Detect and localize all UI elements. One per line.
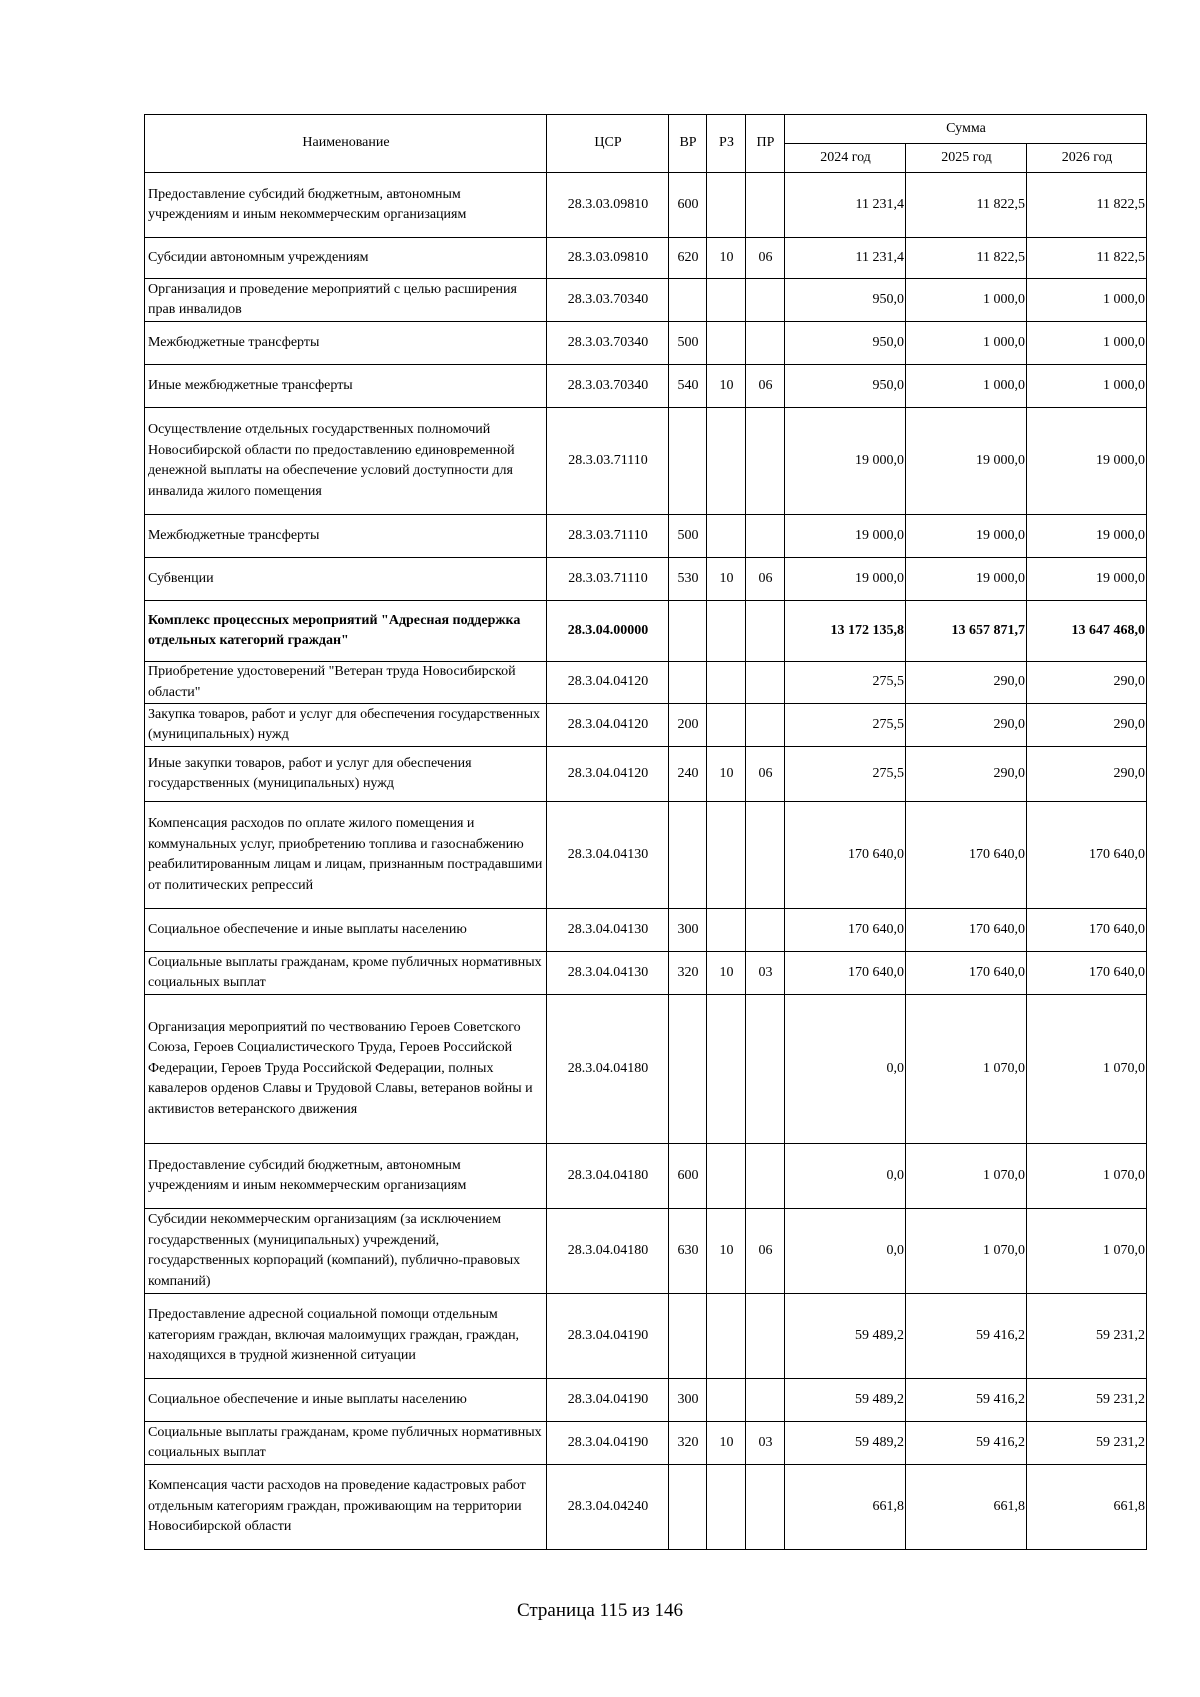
cell-pr: 06 bbox=[746, 747, 785, 802]
page-number: Страница 115 из 146 bbox=[516, 1600, 684, 1621]
header-pr: ПР bbox=[746, 115, 785, 173]
cell-pr: 06 bbox=[746, 558, 785, 601]
cell-rz bbox=[707, 1379, 746, 1422]
cell-csr: 28.3.04.04120 bbox=[547, 662, 669, 704]
cell-sum-2025: 1 000,0 bbox=[906, 322, 1027, 365]
cell-name: Предоставление субсидий бюджетным, автономным учреждениям и иным некоммерческим организациям bbox=[145, 173, 547, 238]
cell-pr bbox=[746, 173, 785, 238]
cell-sum-2026: 19 000,0 bbox=[1027, 558, 1147, 601]
cell-rz: 10 bbox=[707, 747, 746, 802]
table-row bbox=[145, 322, 1147, 365]
cell-sum-2024: 0,0 bbox=[785, 1209, 906, 1294]
cell-sum-2024: 59 489,2 bbox=[785, 1422, 906, 1465]
cell-sum-2025: 59 416,2 bbox=[906, 1294, 1027, 1379]
cell-sum-2025: 170 640,0 bbox=[906, 802, 1027, 909]
cell-sum-2024: 950,0 bbox=[785, 279, 906, 322]
cell-name: Закупка товаров, работ и услуг для обеспечения государственных (муниципальных) нужд bbox=[145, 704, 547, 747]
cell-sum-2026: 1 070,0 bbox=[1027, 995, 1147, 1144]
cell-name: Субвенции bbox=[145, 558, 547, 601]
cell-csr: 28.3.04.04190 bbox=[547, 1379, 669, 1422]
header-year-2025: 2025 год bbox=[906, 144, 1027, 173]
cell-pr bbox=[746, 1144, 785, 1209]
cell-pr bbox=[746, 408, 785, 515]
cell-vr bbox=[669, 802, 707, 909]
cell-sum-2026: 290,0 bbox=[1027, 662, 1147, 704]
cell-sum-2026: 1 000,0 bbox=[1027, 365, 1147, 408]
table-body bbox=[145, 173, 1147, 1550]
cell-sum-2024: 170 640,0 bbox=[785, 952, 906, 995]
cell-sum-2026: 11 822,5 bbox=[1027, 173, 1147, 238]
header-year-2026: 2026 год bbox=[1027, 144, 1147, 173]
cell-rz: 10 bbox=[707, 1209, 746, 1294]
cell-name: Компенсация расходов по оплате жилого помещения и коммунальных услуг, приобретению топлива и газоснабжению реабилитированным лицам и лицам, признанным пострадавшими от политических репрессий bbox=[145, 802, 547, 909]
cell-vr: 200 bbox=[669, 704, 707, 747]
cell-vr: 600 bbox=[669, 1144, 707, 1209]
header-year-2024: 2024 год bbox=[785, 144, 906, 173]
header-rz: РЗ bbox=[707, 115, 746, 173]
cell-pr bbox=[746, 995, 785, 1144]
cell-pr: 06 bbox=[746, 365, 785, 408]
cell-pr bbox=[746, 802, 785, 909]
cell-sum-2024: 59 489,2 bbox=[785, 1294, 906, 1379]
cell-name: Осуществление отдельных государственных полномочий Новосибирской области по предоставлению единовременной денежной выплаты на обеспечение условий доступности для инвалида жилого помещения bbox=[145, 408, 547, 515]
cell-rz: 10 bbox=[707, 365, 746, 408]
cell-sum-2026: 661,8 bbox=[1027, 1465, 1147, 1550]
table-row bbox=[145, 909, 1147, 952]
cell-name: Социальные выплаты гражданам, кроме публичных нормативных социальных выплат bbox=[145, 1422, 547, 1465]
cell-vr: 530 bbox=[669, 558, 707, 601]
cell-name: Приобретение удостоверений "Ветеран труда Новосибирской области" bbox=[145, 662, 547, 704]
cell-sum-2025: 170 640,0 bbox=[906, 952, 1027, 995]
cell-csr: 28.3.04.04120 bbox=[547, 704, 669, 747]
cell-pr bbox=[746, 1465, 785, 1550]
cell-vr: 600 bbox=[669, 173, 707, 238]
cell-vr bbox=[669, 1294, 707, 1379]
cell-sum-2025: 290,0 bbox=[906, 662, 1027, 704]
budget-table bbox=[144, 114, 1147, 1550]
cell-sum-2024: 19 000,0 bbox=[785, 408, 906, 515]
cell-rz bbox=[707, 909, 746, 952]
cell-vr bbox=[669, 408, 707, 515]
cell-sum-2026: 290,0 bbox=[1027, 704, 1147, 747]
cell-pr bbox=[746, 662, 785, 704]
cell-sum-2024: 0,0 bbox=[785, 1144, 906, 1209]
cell-csr: 28.3.04.00000 bbox=[547, 601, 669, 662]
table-row bbox=[145, 747, 1147, 802]
cell-rz bbox=[707, 802, 746, 909]
table-row bbox=[145, 704, 1147, 747]
cell-sum-2024: 661,8 bbox=[785, 1465, 906, 1550]
cell-sum-2025: 59 416,2 bbox=[906, 1422, 1027, 1465]
cell-sum-2025: 19 000,0 bbox=[906, 558, 1027, 601]
cell-sum-2025: 170 640,0 bbox=[906, 909, 1027, 952]
cell-sum-2024: 275,5 bbox=[785, 662, 906, 704]
table-row bbox=[145, 802, 1147, 909]
cell-vr: 320 bbox=[669, 1422, 707, 1465]
cell-sum-2025: 59 416,2 bbox=[906, 1379, 1027, 1422]
table-row bbox=[145, 365, 1147, 408]
table-row bbox=[145, 995, 1147, 1144]
cell-sum-2025: 1 070,0 bbox=[906, 1144, 1027, 1209]
cell-csr: 28.3.04.04120 bbox=[547, 747, 669, 802]
cell-rz: 10 bbox=[707, 238, 746, 279]
cell-sum-2024: 11 231,4 bbox=[785, 173, 906, 238]
cell-sum-2026: 11 822,5 bbox=[1027, 238, 1147, 279]
cell-sum-2026: 59 231,2 bbox=[1027, 1294, 1147, 1379]
cell-sum-2025: 19 000,0 bbox=[906, 408, 1027, 515]
cell-sum-2026: 19 000,0 bbox=[1027, 515, 1147, 558]
cell-sum-2024: 19 000,0 bbox=[785, 558, 906, 601]
cell-sum-2026: 59 231,2 bbox=[1027, 1379, 1147, 1422]
cell-csr: 28.3.04.04180 bbox=[547, 1209, 669, 1294]
cell-csr: 28.3.03.09810 bbox=[547, 173, 669, 238]
cell-sum-2024: 11 231,4 bbox=[785, 238, 906, 279]
cell-sum-2025: 290,0 bbox=[906, 704, 1027, 747]
cell-sum-2025: 1 000,0 bbox=[906, 365, 1027, 408]
table-row bbox=[145, 238, 1147, 279]
cell-vr: 620 bbox=[669, 238, 707, 279]
cell-rz bbox=[707, 1465, 746, 1550]
cell-name: Социальные выплаты гражданам, кроме публичных нормативных социальных выплат bbox=[145, 952, 547, 995]
cell-csr: 28.3.04.04130 bbox=[547, 909, 669, 952]
table-row bbox=[145, 1294, 1147, 1379]
cell-sum-2024: 0,0 bbox=[785, 995, 906, 1144]
table-row bbox=[145, 1465, 1147, 1550]
cell-sum-2024: 950,0 bbox=[785, 322, 906, 365]
cell-sum-2026: 13 647 468,0 bbox=[1027, 601, 1147, 662]
cell-vr bbox=[669, 995, 707, 1144]
cell-csr: 28.3.04.04180 bbox=[547, 1144, 669, 1209]
cell-name: Социальное обеспечение и иные выплаты населению bbox=[145, 1379, 547, 1422]
cell-csr: 28.3.03.71110 bbox=[547, 558, 669, 601]
cell-name: Компенсация части расходов на проведение кадастровых работ отдельным категориям граждан, проживающим на территории Новосибирской области bbox=[145, 1465, 547, 1550]
table-row bbox=[145, 1422, 1147, 1465]
cell-pr bbox=[746, 515, 785, 558]
cell-sum-2024: 950,0 bbox=[785, 365, 906, 408]
table-row bbox=[145, 662, 1147, 704]
cell-sum-2025: 13 657 871,7 bbox=[906, 601, 1027, 662]
cell-vr bbox=[669, 601, 707, 662]
table-row bbox=[145, 1379, 1147, 1422]
cell-rz: 10 bbox=[707, 952, 746, 995]
cell-vr: 540 bbox=[669, 365, 707, 408]
cell-sum-2025: 11 822,5 bbox=[906, 238, 1027, 279]
cell-csr: 28.3.04.04240 bbox=[547, 1465, 669, 1550]
cell-pr bbox=[746, 601, 785, 662]
cell-sum-2026: 170 640,0 bbox=[1027, 802, 1147, 909]
cell-rz bbox=[707, 515, 746, 558]
cell-name: Межбюджетные трансферты bbox=[145, 515, 547, 558]
cell-sum-2024: 59 489,2 bbox=[785, 1379, 906, 1422]
cell-csr: 28.3.04.04130 bbox=[547, 802, 669, 909]
cell-csr: 28.3.03.70340 bbox=[547, 322, 669, 365]
cell-vr bbox=[669, 1465, 707, 1550]
cell-sum-2026: 1 070,0 bbox=[1027, 1209, 1147, 1294]
cell-rz bbox=[707, 279, 746, 322]
cell-vr: 500 bbox=[669, 515, 707, 558]
cell-name: Организация и проведение мероприятий с целью расширения прав инвалидов bbox=[145, 279, 547, 322]
cell-vr: 300 bbox=[669, 909, 707, 952]
cell-name: Межбюджетные трансферты bbox=[145, 322, 547, 365]
cell-sum-2024: 170 640,0 bbox=[785, 909, 906, 952]
cell-pr bbox=[746, 279, 785, 322]
cell-vr: 630 bbox=[669, 1209, 707, 1294]
cell-rz: 10 bbox=[707, 1422, 746, 1465]
cell-rz bbox=[707, 1144, 746, 1209]
cell-vr bbox=[669, 662, 707, 704]
cell-rz bbox=[707, 704, 746, 747]
cell-name: Иные межбюджетные трансферты bbox=[145, 365, 547, 408]
table-row bbox=[145, 279, 1147, 322]
cell-pr: 03 bbox=[746, 952, 785, 995]
cell-sum-2026: 170 640,0 bbox=[1027, 952, 1147, 995]
cell-name: Субсидии некоммерческим организациям (за исключением государственных (муниципальных) учреждений, государственных корпораций (компаний), публично-правовых компаний) bbox=[145, 1209, 547, 1294]
cell-sum-2026: 1 000,0 bbox=[1027, 279, 1147, 322]
cell-name: Предоставление адресной социальной помощи отдельным категориям граждан, включая малоимущих граждан, граждан, находящихся в трудной жизненной ситуации bbox=[145, 1294, 547, 1379]
cell-sum-2024: 19 000,0 bbox=[785, 515, 906, 558]
header-sum: Сумма bbox=[785, 115, 1147, 144]
cell-rz bbox=[707, 322, 746, 365]
cell-vr: 500 bbox=[669, 322, 707, 365]
cell-pr bbox=[746, 1379, 785, 1422]
cell-rz bbox=[707, 601, 746, 662]
cell-csr: 28.3.03.70340 bbox=[547, 279, 669, 322]
table-row bbox=[145, 1209, 1147, 1294]
table-row bbox=[145, 952, 1147, 995]
cell-rz: 10 bbox=[707, 558, 746, 601]
cell-sum-2024: 275,5 bbox=[785, 747, 906, 802]
table-row bbox=[145, 173, 1147, 238]
cell-csr: 28.3.04.04180 bbox=[547, 995, 669, 1144]
cell-pr bbox=[746, 704, 785, 747]
cell-vr: 320 bbox=[669, 952, 707, 995]
cell-pr: 03 bbox=[746, 1422, 785, 1465]
cell-sum-2025: 1 070,0 bbox=[906, 1209, 1027, 1294]
cell-sum-2026: 19 000,0 bbox=[1027, 408, 1147, 515]
cell-vr bbox=[669, 279, 707, 322]
cell-pr: 06 bbox=[746, 1209, 785, 1294]
cell-vr: 240 bbox=[669, 747, 707, 802]
cell-pr bbox=[746, 909, 785, 952]
cell-name: Иные закупки товаров, работ и услуг для обеспечения государственных (муниципальных) нужд bbox=[145, 747, 547, 802]
cell-name: Социальное обеспечение и иные выплаты населению bbox=[145, 909, 547, 952]
cell-vr: 300 bbox=[669, 1379, 707, 1422]
cell-name: Организация мероприятий по чествованию Героев Советского Союза, Героев Социалистического Труда, Героев Российской Федерации, Героев Труда Российской Федерации, полных кавалеров орденов Славы и Трудовой Славы, ветеранов войны и активистов ветеранского движения bbox=[145, 995, 547, 1144]
header-name: Наименование bbox=[145, 115, 547, 173]
cell-sum-2025: 11 822,5 bbox=[906, 173, 1027, 238]
cell-csr: 28.3.03.70340 bbox=[547, 365, 669, 408]
cell-rz bbox=[707, 173, 746, 238]
table-row bbox=[145, 558, 1147, 601]
header-vr: ВР bbox=[669, 115, 707, 173]
cell-rz bbox=[707, 995, 746, 1144]
cell-name: Субсидии автономным учреждениям bbox=[145, 238, 547, 279]
cell-pr: 06 bbox=[746, 238, 785, 279]
cell-pr bbox=[746, 1294, 785, 1379]
cell-sum-2025: 1 070,0 bbox=[906, 995, 1027, 1144]
cell-sum-2025: 1 000,0 bbox=[906, 279, 1027, 322]
cell-sum-2024: 13 172 135,8 bbox=[785, 601, 906, 662]
header-csr: ЦСР bbox=[547, 115, 669, 173]
cell-csr: 28.3.03.71110 bbox=[547, 515, 669, 558]
cell-sum-2025: 290,0 bbox=[906, 747, 1027, 802]
cell-csr: 28.3.03.71110 bbox=[547, 408, 669, 515]
cell-csr: 28.3.04.04190 bbox=[547, 1422, 669, 1465]
cell-csr: 28.3.04.04190 bbox=[547, 1294, 669, 1379]
cell-sum-2025: 19 000,0 bbox=[906, 515, 1027, 558]
cell-sum-2025: 661,8 bbox=[906, 1465, 1027, 1550]
cell-pr bbox=[746, 322, 785, 365]
cell-rz bbox=[707, 1294, 746, 1379]
cell-rz bbox=[707, 408, 746, 515]
cell-sum-2026: 170 640,0 bbox=[1027, 909, 1147, 952]
cell-sum-2026: 1 000,0 bbox=[1027, 322, 1147, 365]
table-row bbox=[145, 1144, 1147, 1209]
cell-sum-2024: 275,5 bbox=[785, 704, 906, 747]
table-row bbox=[145, 515, 1147, 558]
table-row bbox=[145, 601, 1147, 662]
cell-sum-2026: 1 070,0 bbox=[1027, 1144, 1147, 1209]
cell-name: Комплекс процессных мероприятий "Адресная поддержка отдельных категорий граждан" bbox=[145, 601, 547, 662]
cell-name: Предоставление субсидий бюджетным, автономным учреждениям и иным некоммерческим организациям bbox=[145, 1144, 547, 1209]
cell-sum-2026: 290,0 bbox=[1027, 747, 1147, 802]
cell-csr: 28.3.03.09810 bbox=[547, 238, 669, 279]
cell-csr: 28.3.04.04130 bbox=[547, 952, 669, 995]
cell-rz bbox=[707, 662, 746, 704]
cell-sum-2024: 170 640,0 bbox=[785, 802, 906, 909]
table-row bbox=[145, 408, 1147, 515]
cell-sum-2026: 59 231,2 bbox=[1027, 1422, 1147, 1465]
